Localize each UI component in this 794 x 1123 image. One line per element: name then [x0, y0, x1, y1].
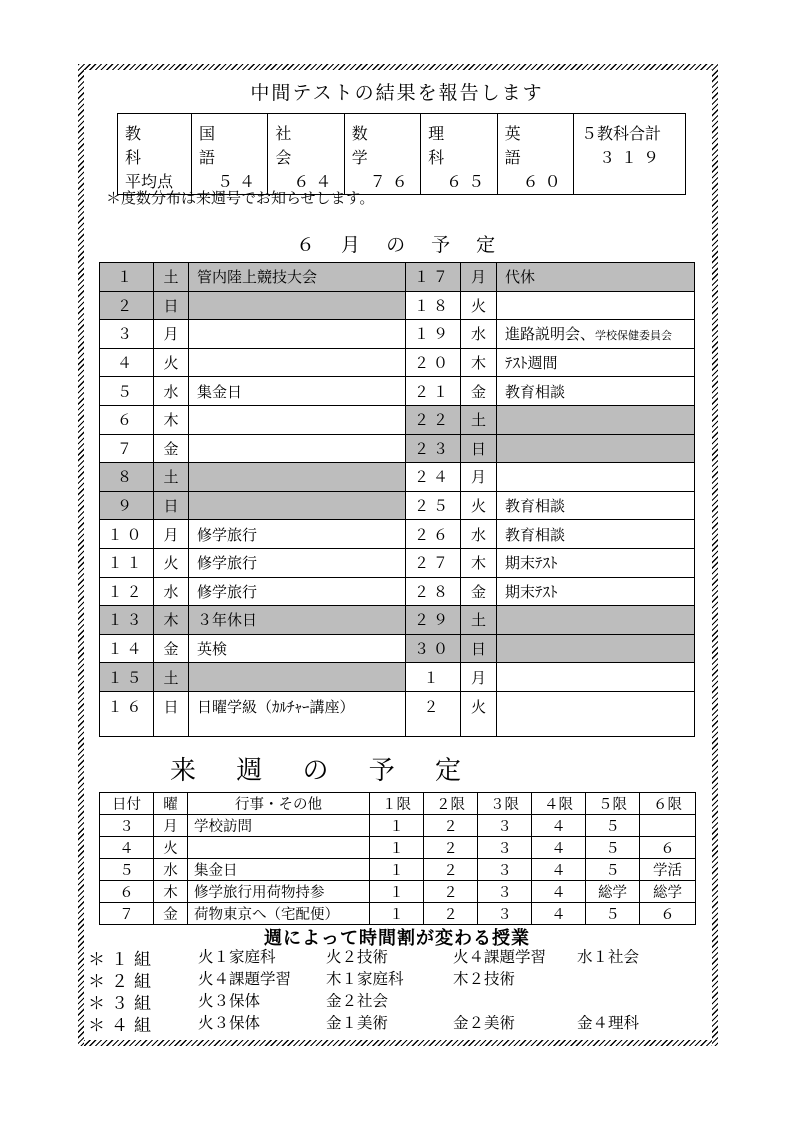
schedule-cell: 学校訪問 — [188, 815, 370, 837]
calendar-weekday: 金 — [154, 434, 189, 463]
schedule-header-cell: ４限 — [532, 793, 586, 815]
calendar-row — [100, 377, 695, 406]
calendar-day: １６ — [100, 691, 154, 736]
next-week-title: 来 週 の 予 定 — [170, 756, 478, 786]
calendar-weekday: 月 — [461, 663, 497, 692]
calendar-weekday: 火 — [154, 348, 189, 377]
calendar-weekday: 木 — [461, 548, 497, 577]
schedule-cell: 学活 — [640, 859, 696, 881]
schedule-header-cell: 日付 — [100, 793, 154, 815]
calendar-day: １３ — [100, 606, 154, 635]
schedule-header-cell: １限 — [370, 793, 424, 815]
calendar-day: ２ — [100, 291, 154, 320]
subject-avg: ５４ — [217, 172, 262, 191]
schedule-cell: ５ — [586, 859, 640, 881]
schedule-cell: 荷物東京へ（宅配便） — [188, 903, 370, 925]
group-label: ＊２組 — [88, 972, 157, 992]
schedule-cell: ６ — [100, 881, 154, 903]
calendar-row — [100, 405, 695, 434]
subject-avg: ６５ — [446, 172, 491, 191]
schedule-row — [100, 903, 696, 925]
calendar-event — [497, 405, 695, 434]
calendar-day: ２５ — [406, 491, 461, 520]
schedule-cell: １ — [370, 837, 424, 859]
schedule-cell: ６ — [640, 903, 696, 925]
schedule-cell: 水 — [154, 859, 188, 881]
calendar-day: ２ — [406, 691, 461, 736]
calendar-day: １０ — [100, 520, 154, 549]
border-left — [78, 64, 84, 1046]
subject-name: 英 語 — [504, 124, 549, 167]
subject-name: 理 科 — [428, 124, 473, 167]
calendar-event: 教育相談 — [497, 491, 695, 520]
schedule-cell: １ — [370, 859, 424, 881]
calendar-event: 期末ﾃｽﾄ — [497, 577, 695, 606]
calendar-event — [189, 463, 406, 492]
calendar-row — [100, 463, 695, 492]
calendar-row — [100, 434, 695, 463]
schedule-cell: 修学旅行用荷物持参 — [188, 881, 370, 903]
calendar-event: 管内陸上競技大会 — [189, 263, 406, 292]
calendar-event — [497, 291, 695, 320]
schedule-cell: 火 — [154, 837, 188, 859]
group-label: ＊４組 — [88, 1016, 157, 1036]
schedule-cell: ５ — [100, 859, 154, 881]
score-cell — [497, 114, 573, 195]
calendar-row — [100, 577, 695, 606]
subject-avg: ７６ — [369, 172, 414, 191]
schedule-row — [100, 815, 696, 837]
schedule-cell: ２ — [424, 815, 478, 837]
subject-name: 国 語 — [199, 124, 244, 167]
schedule-cell: ７ — [100, 903, 154, 925]
group-subject: 金２美術 — [453, 1014, 516, 1032]
schedule-cell: ５ — [586, 837, 640, 859]
calendar-day: ２７ — [406, 548, 461, 577]
calendar-weekday: 日 — [154, 491, 189, 520]
schedule-cell — [188, 837, 370, 859]
group-subject: 金４理科 — [577, 1014, 640, 1032]
calendar-event: 日曜学級（ｶﾙﾁｬｰ講座） — [189, 691, 406, 736]
calendar-row — [100, 348, 695, 377]
calendar-weekday: 水 — [154, 577, 189, 606]
calendar-weekday: 水 — [461, 520, 497, 549]
group-subject: 火３保体 — [198, 1014, 261, 1032]
calendar-event — [497, 320, 695, 349]
calendar-event — [189, 405, 406, 434]
calendar-event — [497, 691, 695, 736]
calendar-event — [189, 320, 406, 349]
schedule-cell: ３ — [478, 815, 532, 837]
calendar-weekday: 金 — [154, 634, 189, 663]
calendar-day: ５ — [100, 377, 154, 406]
schedule-cell: ３ — [100, 815, 154, 837]
calendar-weekday: 土 — [461, 405, 497, 434]
schedule-cell: 金 — [154, 903, 188, 925]
schedule-cell: 月 — [154, 815, 188, 837]
calendar-weekday: 月 — [154, 520, 189, 549]
schedule-header-cell: ３限 — [478, 793, 532, 815]
calendar-weekday: 日 — [154, 691, 189, 736]
page-title: 中間テストの結果を報告します — [250, 82, 544, 104]
calendar-weekday: 土 — [154, 663, 189, 692]
calendar-row — [100, 520, 695, 549]
calendar-day: ９ — [100, 491, 154, 520]
calendar-row — [100, 634, 695, 663]
calendar-weekday: 火 — [461, 291, 497, 320]
schedule-cell: ３ — [478, 881, 532, 903]
calendar-weekday: 土 — [154, 263, 189, 292]
calendar-event — [497, 606, 695, 635]
calendar-event: ３年休日 — [189, 606, 406, 635]
calendar-event: 修学旅行 — [189, 548, 406, 577]
schedule-header-row — [100, 793, 696, 815]
calendar-event: 修学旅行 — [189, 577, 406, 606]
calendar-row — [100, 663, 695, 692]
group-subject: 火１家庭科 — [198, 948, 276, 966]
calendar-event: 英検 — [189, 634, 406, 663]
calendar-day: ６ — [100, 405, 154, 434]
schedule-cell: ３ — [478, 837, 532, 859]
schedule-header-cell: 曜 — [154, 793, 188, 815]
score-cell — [344, 114, 420, 195]
note-text: ＊度数分布は来週号でお知らせします。 — [106, 189, 375, 207]
score-header-cell — [118, 114, 192, 195]
calendar-event — [497, 463, 695, 492]
calendar-row — [100, 291, 695, 320]
schedule-cell: 総学 — [640, 881, 696, 903]
schedule-cell: 集金日 — [188, 859, 370, 881]
calendar-weekday: 木 — [154, 405, 189, 434]
schedule-cell: ５ — [586, 815, 640, 837]
calendar-row — [100, 263, 695, 292]
calendar-event — [189, 291, 406, 320]
calendar-event — [497, 663, 695, 692]
calendar-event: ﾃｽﾄ週間 — [497, 348, 695, 377]
calendar-row — [100, 320, 695, 349]
calendar-event-small: 学校保健委員会 — [595, 329, 673, 343]
schedule-cell: ４ — [100, 837, 154, 859]
group-subject: 木１家庭科 — [326, 970, 404, 988]
calendar-weekday: 月 — [461, 263, 497, 292]
score-cell — [268, 114, 344, 195]
group-subject: 火２技術 — [326, 948, 389, 966]
calendar-weekday: 月 — [154, 320, 189, 349]
group-subject: 火３保体 — [198, 992, 261, 1010]
schedule-cell: ６ — [640, 837, 696, 859]
next-week-schedule — [99, 792, 696, 925]
border-top — [78, 64, 718, 70]
group-label: ＊１組 — [88, 950, 157, 970]
schedule-cell: ５ — [586, 903, 640, 925]
calendar-row — [100, 606, 695, 635]
calendar-event: 集金日 — [189, 377, 406, 406]
calendar-event — [497, 434, 695, 463]
june-calendar — [99, 262, 695, 737]
group-subject: 火４課題学習 — [198, 970, 292, 988]
group-label: ＊３組 — [88, 994, 157, 1014]
calendar-day: ７ — [100, 434, 154, 463]
score-cell — [421, 114, 497, 195]
calendar-day: ２２ — [406, 405, 461, 434]
calendar-day: ３ — [100, 320, 154, 349]
calendar-event — [189, 348, 406, 377]
schedule-header-cell: ２限 — [424, 793, 478, 815]
subject-avg: ６４ — [293, 172, 338, 191]
schedule-cell: ２ — [424, 837, 478, 859]
calendar-event: 教育相談 — [497, 520, 695, 549]
calendar-event — [189, 663, 406, 692]
schedule-cell: ３ — [478, 859, 532, 881]
score-cell — [192, 114, 268, 195]
subject-avg: ６０ — [522, 172, 567, 191]
schedule-cell: ２ — [424, 881, 478, 903]
schedule-cell: 総学 — [586, 881, 640, 903]
calendar-weekday: 月 — [461, 463, 497, 492]
group-subject: 水１社会 — [577, 948, 640, 966]
calendar-weekday: 土 — [461, 606, 497, 635]
calendar-weekday: 火 — [461, 691, 497, 736]
calendar-day: ２９ — [406, 606, 461, 635]
schedule-cell: 木 — [154, 881, 188, 903]
calendar-weekday: 日 — [461, 634, 497, 663]
subject-avg: ３１９ — [599, 148, 666, 167]
subject-name: ５教科合計 — [581, 124, 662, 143]
calendar-weekday: 水 — [154, 377, 189, 406]
group-subject: 金１美術 — [326, 1014, 389, 1032]
calendar-weekday: 水 — [461, 320, 497, 349]
border-bottom — [78, 1040, 718, 1046]
schedule-cell: ４ — [532, 859, 586, 881]
calendar-event: 修学旅行 — [189, 520, 406, 549]
group-subject: 火４課題学習 — [453, 948, 547, 966]
calendar-day: １７ — [406, 263, 461, 292]
calendar-row — [100, 548, 695, 577]
score-table — [117, 113, 686, 195]
score-header-label: 教 科 — [125, 124, 170, 167]
calendar-day: ２４ — [406, 463, 461, 492]
calendar-weekday: 木 — [461, 348, 497, 377]
calendar-day: ２１ — [406, 377, 461, 406]
calendar-weekday: 金 — [461, 377, 497, 406]
group-subject: 金２社会 — [326, 992, 389, 1010]
score-avg-label: 平均点 — [125, 172, 174, 191]
schedule-row — [100, 859, 696, 881]
calendar-day: ２６ — [406, 520, 461, 549]
schedule-row — [100, 881, 696, 903]
calendar-row — [100, 491, 695, 520]
june-title: ６ 月 の 予 定 — [296, 234, 506, 256]
schedule-header-cell: ５限 — [586, 793, 640, 815]
calendar-day: １９ — [406, 320, 461, 349]
group-subject: 木２技術 — [453, 970, 516, 988]
schedule-cell: ４ — [532, 903, 586, 925]
calendar-weekday: 土 — [154, 463, 189, 492]
calendar-weekday: 火 — [461, 491, 497, 520]
calendar-weekday: 火 — [154, 548, 189, 577]
schedule-header-cell: ６限 — [640, 793, 696, 815]
schedule-cell: １ — [370, 815, 424, 837]
schedule-cell: １ — [370, 903, 424, 925]
calendar-day: ８ — [100, 463, 154, 492]
calendar-day: １ — [100, 263, 154, 292]
calendar-weekday: 金 — [461, 577, 497, 606]
score-cell — [574, 114, 686, 195]
schedule-cell: １ — [370, 881, 424, 903]
schedule-cell: ４ — [532, 837, 586, 859]
calendar-event: 代休 — [497, 263, 695, 292]
schedule-header-cell: 行事・その他 — [188, 793, 370, 815]
calendar-day: １２ — [100, 577, 154, 606]
calendar-day: ４ — [100, 348, 154, 377]
schedule-cell: ２ — [424, 903, 478, 925]
calendar-day: ２０ — [406, 348, 461, 377]
schedule-cell: ３ — [478, 903, 532, 925]
calendar-event — [189, 491, 406, 520]
calendar-event — [189, 434, 406, 463]
calendar-row — [100, 691, 695, 736]
calendar-day: ２３ — [406, 434, 461, 463]
calendar-weekday: 日 — [154, 291, 189, 320]
calendar-day: ２８ — [406, 577, 461, 606]
calendar-event-text: 進路説明会、 — [505, 325, 596, 344]
subject-name: 社 会 — [275, 124, 320, 167]
border-right — [712, 64, 718, 1046]
calendar-event — [497, 634, 695, 663]
calendar-event: 期末ﾃｽﾄ — [497, 548, 695, 577]
calendar-day: ３０ — [406, 634, 461, 663]
calendar-day: １５ — [100, 663, 154, 692]
calendar-event: 教育相談 — [497, 377, 695, 406]
schedule-cell: ２ — [424, 859, 478, 881]
schedule-cell: ４ — [532, 815, 586, 837]
calendar-weekday: 日 — [461, 434, 497, 463]
special-timetable-title: 週によって時間割が変わる授業 — [264, 928, 530, 949]
subject-name: 数 学 — [351, 124, 396, 167]
schedule-cell — [640, 815, 696, 837]
calendar-weekday: 木 — [154, 606, 189, 635]
schedule-cell: ４ — [532, 881, 586, 903]
schedule-row — [100, 837, 696, 859]
calendar-day: １ — [406, 663, 461, 692]
calendar-day: １４ — [100, 634, 154, 663]
calendar-day: １８ — [406, 291, 461, 320]
calendar-day: １１ — [100, 548, 154, 577]
